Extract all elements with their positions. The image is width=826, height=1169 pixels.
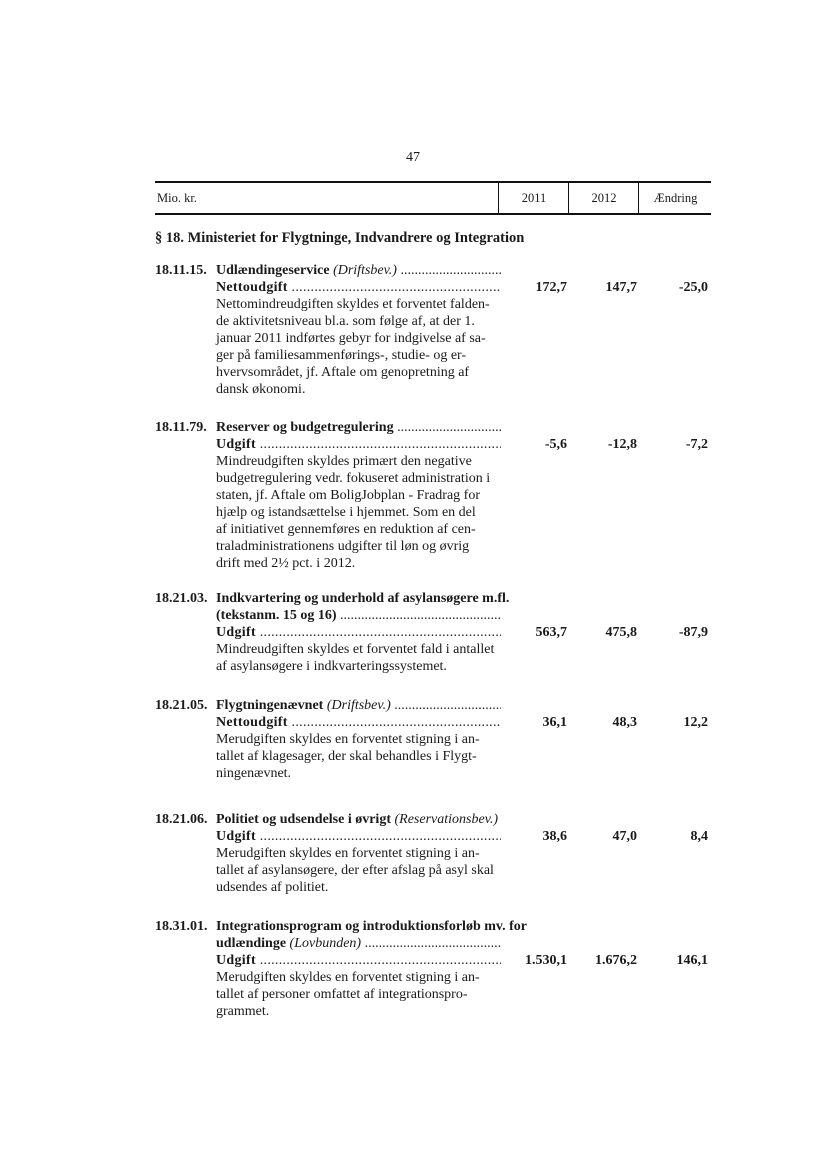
entry-title: Integrationsprogram og introduktionsforløb mv. for [216, 919, 527, 934]
entry-title: Udlændingeservice (Driftsbev.) ..... [216, 262, 501, 279]
entry-description: Nettomindreudgiften skyldes et forventet falden- de aktivitetsniveau bl.a. som følge af, at der 1. januar 2011 indførtes gebyr for indgivelse af sa- ger på familiesammenførings-, studie- og er- hvervsområdet, jf. Aftale om genopretning af dansk økonomi. [216, 297, 490, 397]
entry-description: Merudgiften skyldes en forventet stigning i an- tallet af asylansøgere, der efter afslag på asyl skal udsendes af politiet. [216, 846, 494, 895]
entry-title: Politiet og udsendelse i øvrigt (Reservationsbev.) [216, 812, 499, 827]
value-2012: 147,7 [605, 280, 637, 295]
value-2012: 475,8 [605, 625, 637, 640]
entry-code: 18.11.79. [155, 420, 207, 435]
entry-code: 18.11.15. [155, 263, 207, 278]
column-header-change: Ændring [638, 183, 712, 213]
entry-kind: Udgift ..... [216, 952, 501, 969]
entry-title: Indkvartering og underhold af asylansøgere m.fl. [216, 591, 510, 606]
value-2011: 563,7 [535, 625, 567, 640]
entry-code: 18.21.03. [155, 591, 208, 606]
value-change: -25,0 [678, 280, 708, 295]
entry-title-continued: (tekstanm. 15 og 16) ..... [216, 607, 501, 624]
value-2012: 1.676,2 [595, 953, 637, 968]
entry-kind: Udgift ..... [216, 828, 501, 845]
value-2011: 36,1 [542, 715, 567, 730]
entry-kind: Udgift ..... [216, 436, 501, 453]
entry-description: Merudgiften skyldes en forventet stigning i an- tallet af klagesager, der skal behandles i Flygt- ningenævnet. [216, 732, 480, 781]
value-2012: 48,3 [612, 715, 637, 730]
entry-title: Flygtningenævnet (Driftsbev.) ..... [216, 697, 501, 714]
value-change: 146,1 [676, 953, 708, 968]
section-title: § 18. Ministeriet for Flygtninge, Indvandrere og Integration [155, 230, 525, 246]
column-header-2011: 2011 [498, 183, 569, 213]
entry-kind: Nettoudgift ..... [216, 279, 501, 296]
column-header-2012: 2012 [568, 183, 639, 213]
table-header [155, 181, 711, 215]
entry-kind: Udgift ..... [216, 624, 501, 641]
value-2012: 47,0 [612, 829, 637, 844]
entry-title-continued: udlændinge (Lovbunden) ..... [216, 935, 501, 952]
entry-title: Reserver og budgetregulering ..... [216, 419, 501, 436]
entry-description: Mindreudgiften skyldes primært den negative budgetregulering vedr. fokuseret administration i staten, jf. Aftale om BoligJobplan - Fradrag for hjælp og istandsættelse i hjemmet. Som en del af initiativet gennemføres en reduktion af cen- traladministrationens udgifter til løn og øvrig drift med 2½ pct. i 2012. [216, 454, 491, 571]
value-2011: 172,7 [535, 280, 567, 295]
value-change: -87,9 [678, 625, 708, 640]
value-change: -7,2 [685, 437, 708, 452]
value-change: 8,4 [690, 829, 708, 844]
unit-label: Mio. kr. [157, 191, 197, 205]
value-2012: -12,8 [607, 437, 637, 452]
value-change: 12,2 [683, 715, 708, 730]
entry-description: Mindreudgiften skyldes et forventet fald i antallet af asylansøgere i indkvarteringssystemet. [216, 642, 495, 674]
value-2011: 1.530,1 [525, 953, 567, 968]
entry-description: Merudgiften skyldes en forventet stigning i an- tallet af personer omfattet af integrationspro- grammet. [216, 970, 480, 1019]
entry-code: 18.21.05. [155, 698, 208, 713]
entry-code: 18.21.06. [155, 812, 208, 827]
entry-kind: Nettoudgift ..... [216, 714, 501, 731]
value-2011: -5,6 [544, 437, 567, 452]
page-number: 47 [406, 150, 420, 165]
value-2011: 38,6 [542, 829, 567, 844]
entry-code: 18.31.01. [155, 919, 208, 934]
